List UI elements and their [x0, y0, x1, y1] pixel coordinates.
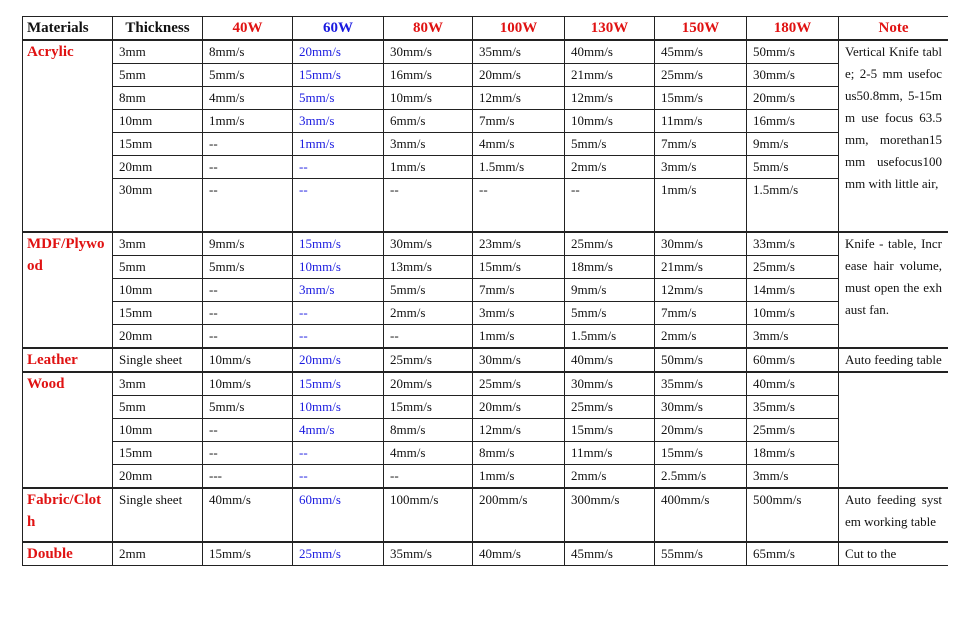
speed-cell: 45mm/s	[565, 542, 655, 566]
speed-cell: 25mm/s	[655, 64, 747, 87]
speed-cell: 40mm/s	[473, 542, 565, 566]
speed-cell: 3mm/s	[293, 279, 384, 302]
speed-cell: 100mm/s	[384, 488, 473, 542]
thickness-cell: 3mm	[113, 40, 203, 64]
speed-cell: 11mm/s	[565, 442, 655, 465]
thickness-cell: 2mm	[113, 542, 203, 566]
speed-cell: --	[293, 179, 384, 233]
header-power-100w: 100W	[473, 17, 565, 41]
speed-cell: 10mm/s	[293, 256, 384, 279]
speed-cell: 10mm/s	[203, 372, 293, 396]
speed-cell: 15mm/s	[293, 232, 384, 256]
speed-cell: 1mm/s	[473, 325, 565, 349]
speed-cell: 1mm/s	[384, 156, 473, 179]
speed-cell: 2mm/s	[565, 465, 655, 489]
speed-cell: 7mm/s	[655, 133, 747, 156]
speed-cell: 35mm/s	[384, 542, 473, 566]
speed-cell: 6mm/s	[384, 110, 473, 133]
speed-cell: 5mm/s	[565, 302, 655, 325]
thickness-cell: 20mm	[113, 325, 203, 349]
speed-cell: 10mm/s	[293, 396, 384, 419]
header-thickness: Thickness	[113, 17, 203, 41]
speed-cell: 35mm/s	[747, 396, 839, 419]
speed-cell: 25mm/s	[384, 348, 473, 372]
speed-cell: 2mm/s	[655, 325, 747, 349]
thickness-cell: 5mm	[113, 396, 203, 419]
speed-cell: 40mm/s	[203, 488, 293, 542]
speed-cell: --	[293, 156, 384, 179]
speed-cell: 10mm/s	[384, 87, 473, 110]
material-name-cell: Fabric/Cloth	[23, 488, 113, 542]
speed-cell: 8mm/s	[473, 442, 565, 465]
table-row	[23, 348, 949, 372]
thickness-cell: 20mm	[113, 465, 203, 489]
table-row	[23, 87, 949, 110]
speed-cell: 45mm/s	[655, 40, 747, 64]
header-power-130w: 130W	[565, 17, 655, 41]
speed-cell: 30mm/s	[473, 348, 565, 372]
header-power-80w: 80W	[384, 17, 473, 41]
speed-cell: --	[203, 179, 293, 233]
speed-cell: 1.5mm/s	[747, 179, 839, 233]
speed-cell: 10mm/s	[747, 302, 839, 325]
material-name-cell: Leather	[23, 348, 113, 372]
table-body	[23, 40, 949, 566]
table-row	[23, 302, 949, 325]
thickness-cell: Single sheet	[113, 348, 203, 372]
speed-cell: 2mm/s	[565, 156, 655, 179]
speed-cell: 50mm/s	[655, 348, 747, 372]
speed-cell: 1mm/s	[655, 179, 747, 233]
speed-cell: 40mm/s	[565, 348, 655, 372]
speed-cell: 16mm/s	[747, 110, 839, 133]
thickness-cell: 3mm	[113, 372, 203, 396]
speed-cell: 400mm/s	[655, 488, 747, 542]
speed-cell: --	[293, 442, 384, 465]
speed-cell: 30mm/s	[747, 64, 839, 87]
speed-cell: 65mm/s	[747, 542, 839, 566]
thickness-cell: 10mm	[113, 279, 203, 302]
speed-cell: 5mm/s	[384, 279, 473, 302]
speed-cell: 14mm/s	[747, 279, 839, 302]
note-cell: Vertical Knife table; 2-5 mm usefocus50.8mm, 5-15mm use focus 63.5mm, morethan15mm usefocus100mm with little air,	[839, 40, 949, 232]
speed-cell: 7mm/s	[655, 302, 747, 325]
speed-cell: 9mm/s	[747, 133, 839, 156]
speed-cell: 15mm/s	[473, 256, 565, 279]
speed-cell: 23mm/s	[473, 232, 565, 256]
speed-cell: 20mm/s	[747, 87, 839, 110]
speed-cell: 30mm/s	[565, 372, 655, 396]
table-row	[23, 396, 949, 419]
speed-cell: 30mm/s	[384, 232, 473, 256]
speed-cell: 30mm/s	[655, 232, 747, 256]
speed-cell: 21mm/s	[565, 64, 655, 87]
material-name-cell: Double	[23, 542, 113, 566]
speed-cell: 40mm/s	[747, 372, 839, 396]
speed-cell: 35mm/s	[473, 40, 565, 64]
speed-cell: 3mm/s	[384, 133, 473, 156]
speed-cell: 5mm/s	[203, 256, 293, 279]
table-row	[23, 256, 949, 279]
speed-cell: 5mm/s	[203, 396, 293, 419]
speed-cell: 15mm/s	[565, 419, 655, 442]
header-power-180w: 180W	[747, 17, 839, 41]
table-row	[23, 325, 949, 349]
speed-cell: --	[203, 133, 293, 156]
table-row	[23, 179, 949, 233]
speed-cell: 200mm/s	[473, 488, 565, 542]
table-row	[23, 156, 949, 179]
speed-cell: 25mm/s	[747, 419, 839, 442]
speed-cell: 16mm/s	[384, 64, 473, 87]
speed-cell: 4mm/s	[203, 87, 293, 110]
speed-cell: 7mm/s	[473, 279, 565, 302]
speed-cell: 3mm/s	[747, 325, 839, 349]
note-cell: Auto feeding system working table	[839, 488, 949, 542]
speed-cell: 10mm/s	[565, 110, 655, 133]
table-row	[23, 542, 949, 566]
material-name-cell: Acrylic	[23, 40, 113, 232]
speed-cell: --	[565, 179, 655, 233]
speed-cell: 25mm/s	[565, 396, 655, 419]
speed-cell: 2mm/s	[384, 302, 473, 325]
speed-cell: 40mm/s	[565, 40, 655, 64]
laser-speed-table-container	[22, 16, 948, 595]
speed-cell: --	[203, 156, 293, 179]
speed-cell: 15mm/s	[293, 372, 384, 396]
table-row	[23, 419, 949, 442]
speed-cell: 55mm/s	[655, 542, 747, 566]
laser-cutting-speed-table	[22, 16, 948, 566]
speed-cell: 20mm/s	[384, 372, 473, 396]
note-cell	[839, 372, 949, 488]
thickness-cell: 20mm	[113, 156, 203, 179]
material-name-cell: MDF/Plywood	[23, 232, 113, 348]
speed-cell: 3mm/s	[293, 110, 384, 133]
thickness-cell: 15mm	[113, 442, 203, 465]
speed-cell: 12mm/s	[565, 87, 655, 110]
speed-cell: 25mm/s	[565, 232, 655, 256]
speed-cell: --	[203, 419, 293, 442]
header-power-60w: 60W	[293, 17, 384, 41]
speed-cell: 20mm/s	[473, 64, 565, 87]
speed-cell: 33mm/s	[747, 232, 839, 256]
speed-cell: 3mm/s	[655, 156, 747, 179]
speed-cell: 5mm/s	[747, 156, 839, 179]
speed-cell: 18mm/s	[747, 442, 839, 465]
thickness-cell: 5mm	[113, 256, 203, 279]
speed-cell: 25mm/s	[747, 256, 839, 279]
speed-cell: 9mm/s	[565, 279, 655, 302]
thickness-cell: 10mm	[113, 419, 203, 442]
speed-cell: 5mm/s	[293, 87, 384, 110]
speed-cell: 9mm/s	[203, 232, 293, 256]
speed-cell: 2.5mm/s	[655, 465, 747, 489]
speed-cell: 18mm/s	[565, 256, 655, 279]
speed-cell: ---	[203, 465, 293, 489]
header-note: Note	[839, 17, 949, 41]
note-cell: Cut to the	[839, 542, 949, 566]
header-power-40w: 40W	[203, 17, 293, 41]
speed-cell: 20mm/s	[293, 348, 384, 372]
speed-cell: 1mm/s	[293, 133, 384, 156]
table-row	[23, 442, 949, 465]
speed-cell: 300mm/s	[565, 488, 655, 542]
speed-cell: 5mm/s	[203, 64, 293, 87]
speed-cell: 12mm/s	[655, 279, 747, 302]
speed-cell: --	[203, 279, 293, 302]
speed-cell: 3mm/s	[473, 302, 565, 325]
speed-cell: 15mm/s	[384, 396, 473, 419]
material-name-cell: Wood	[23, 372, 113, 488]
table-row	[23, 64, 949, 87]
speed-cell: 1.5mm/s	[473, 156, 565, 179]
speed-cell: --	[203, 442, 293, 465]
header-materials: Materials	[23, 17, 113, 41]
speed-cell: 1.5mm/s	[565, 325, 655, 349]
speed-cell: --	[384, 465, 473, 489]
table-row	[23, 232, 949, 256]
speed-cell: 60mm/s	[293, 488, 384, 542]
speed-cell: --	[203, 302, 293, 325]
thickness-cell: 8mm	[113, 87, 203, 110]
speed-cell: 3mm/s	[747, 465, 839, 489]
speed-cell: --	[293, 325, 384, 349]
note-cell: Auto feeding table	[839, 348, 949, 372]
speed-cell: 15mm/s	[293, 64, 384, 87]
speed-cell: 30mm/s	[384, 40, 473, 64]
speed-cell: 8mm/s	[203, 40, 293, 64]
speed-cell: --	[293, 465, 384, 489]
table-row	[23, 110, 949, 133]
thickness-cell: Single sheet	[113, 488, 203, 542]
speed-cell: 8mm/s	[384, 419, 473, 442]
thickness-cell: 10mm	[113, 110, 203, 133]
speed-cell: 21mm/s	[655, 256, 747, 279]
speed-cell: 12mm/s	[473, 419, 565, 442]
speed-cell: 13mm/s	[384, 256, 473, 279]
speed-cell: 500mm/s	[747, 488, 839, 542]
header-row	[23, 17, 949, 41]
speed-cell: --	[473, 179, 565, 233]
speed-cell: 15mm/s	[655, 442, 747, 465]
speed-cell: 11mm/s	[655, 110, 747, 133]
table-row	[23, 465, 949, 489]
table-row	[23, 279, 949, 302]
speed-cell: 35mm/s	[655, 372, 747, 396]
speed-cell: 1mm/s	[473, 465, 565, 489]
table-row	[23, 372, 949, 396]
speed-cell: 20mm/s	[293, 40, 384, 64]
speed-cell: 12mm/s	[473, 87, 565, 110]
speed-cell: 15mm/s	[203, 542, 293, 566]
speed-cell: 4mm/s	[384, 442, 473, 465]
speed-cell: --	[384, 179, 473, 233]
speed-cell: --	[203, 325, 293, 349]
note-cell: Knife - table, Increase hair volume, must open the exhaust fan.	[839, 232, 949, 348]
speed-cell: 25mm/s	[293, 542, 384, 566]
thickness-cell: 15mm	[113, 133, 203, 156]
thickness-cell: 5mm	[113, 64, 203, 87]
speed-cell: 20mm/s	[655, 419, 747, 442]
speed-cell: 1mm/s	[203, 110, 293, 133]
speed-cell: 5mm/s	[565, 133, 655, 156]
speed-cell: --	[384, 325, 473, 349]
speed-cell: 60mm/s	[747, 348, 839, 372]
table-row	[23, 488, 949, 542]
speed-cell: 30mm/s	[655, 396, 747, 419]
speed-cell: 50mm/s	[747, 40, 839, 64]
speed-cell: 20mm/s	[473, 396, 565, 419]
speed-cell: 10mm/s	[203, 348, 293, 372]
speed-cell: 15mm/s	[655, 87, 747, 110]
table-row	[23, 133, 949, 156]
thickness-cell: 3mm	[113, 232, 203, 256]
thickness-cell: 30mm	[113, 179, 203, 233]
speed-cell: --	[293, 302, 384, 325]
thickness-cell: 15mm	[113, 302, 203, 325]
speed-cell: 25mm/s	[473, 372, 565, 396]
speed-cell: 4mm/s	[293, 419, 384, 442]
table-row	[23, 40, 949, 64]
speed-cell: 7mm/s	[473, 110, 565, 133]
header-power-150w: 150W	[655, 17, 747, 41]
speed-cell: 4mm/s	[473, 133, 565, 156]
